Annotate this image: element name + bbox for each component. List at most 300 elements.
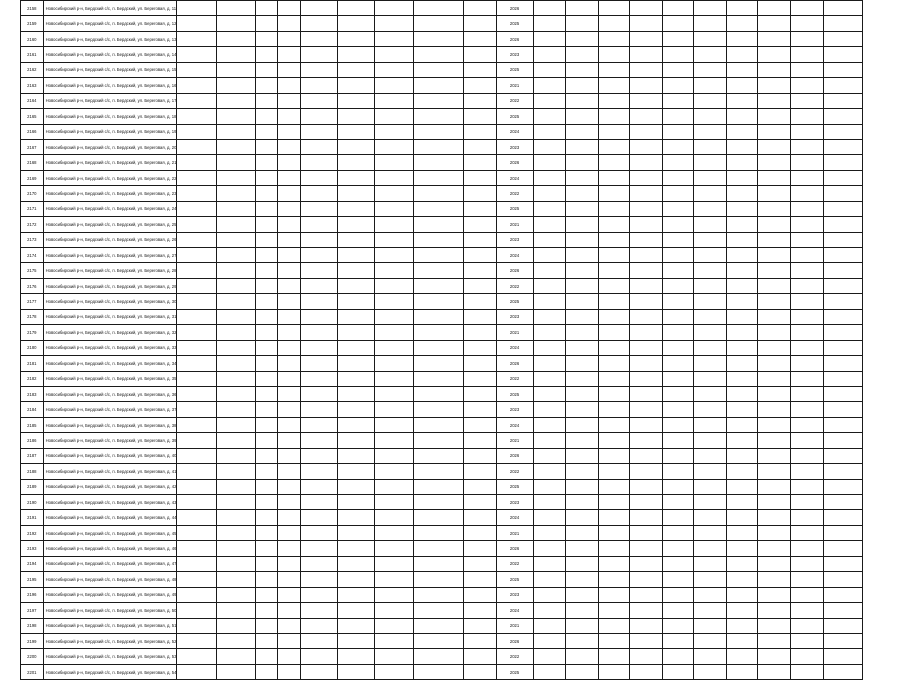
address-cell: Новосибирский р-н, Бердский с/с, п. Бердский, ул. Береговая, д. 18 (43, 109, 177, 124)
year-built-cell (177, 309, 216, 324)
total-area-cell (300, 232, 337, 247)
cost-cell (414, 217, 463, 232)
debt-cell (463, 139, 496, 154)
year-cell (533, 263, 566, 278)
year-cell (663, 556, 694, 571)
year-cell (533, 556, 566, 571)
entrances-cell (278, 479, 301, 494)
residents-cell (375, 386, 414, 401)
year-cell (823, 340, 862, 355)
wall-material-cell (216, 464, 255, 479)
cost-cell (414, 201, 463, 216)
entrances-cell (278, 124, 301, 139)
living-area-cell (338, 618, 375, 633)
total-area-cell (300, 417, 337, 432)
floors-cell (255, 170, 278, 185)
residents-cell (375, 47, 414, 62)
table-row (21, 16, 863, 31)
year-cell (694, 170, 727, 185)
residents-cell (375, 510, 414, 525)
year-cell (790, 572, 823, 587)
year-cell (790, 464, 823, 479)
year-cell (630, 572, 663, 587)
year-cell (533, 109, 566, 124)
table-row (21, 479, 863, 494)
debt-cell (463, 386, 496, 401)
entrances-cell (278, 263, 301, 278)
plan-year-cell: 2022 (496, 649, 533, 664)
year-cell (757, 325, 790, 340)
entrances-cell (278, 248, 301, 263)
debt-cell (463, 525, 496, 540)
year-cell (757, 124, 790, 139)
year-cell (599, 340, 630, 355)
year-cell (790, 633, 823, 648)
total-area-cell (300, 109, 337, 124)
floors-cell (255, 309, 278, 324)
wall-material-cell (216, 603, 255, 618)
row-number: 2188 (21, 464, 44, 479)
year-cell (599, 124, 630, 139)
year-cell (566, 278, 599, 293)
year-cell (823, 479, 862, 494)
wall-material-cell (216, 31, 255, 46)
year-cell (694, 618, 727, 633)
entrances-cell (278, 16, 301, 31)
floors-cell (255, 248, 278, 263)
entrances-cell (278, 78, 301, 93)
year-built-cell (177, 587, 216, 602)
entrances-cell (278, 93, 301, 108)
year-cell (566, 124, 599, 139)
total-area-cell (300, 356, 337, 371)
year-cell (823, 186, 862, 201)
plan-year-cell: 2022 (496, 464, 533, 479)
year-cell (757, 664, 790, 679)
year-cell (694, 278, 727, 293)
year-cell (727, 1, 758, 16)
debt-cell (463, 649, 496, 664)
year-cell (727, 633, 758, 648)
living-area-cell (338, 525, 375, 540)
year-cell (727, 479, 758, 494)
debt-cell (463, 278, 496, 293)
total-area-cell (300, 572, 337, 587)
total-area-cell (300, 78, 337, 93)
wall-material-cell (216, 664, 255, 679)
year-cell (757, 309, 790, 324)
year-cell (823, 371, 862, 386)
year-cell (694, 109, 727, 124)
floors-cell (255, 47, 278, 62)
wall-material-cell (216, 78, 255, 93)
address-cell: Новосибирский р-н, Бердский с/с, п. Бердский, ул. Береговая, д. 16 (43, 78, 177, 93)
year-cell (533, 186, 566, 201)
year-cell (566, 232, 599, 247)
address-cell: Новосибирский р-н, Бердский с/с, п. Бердский, ул. Береговая, д. 23 (43, 186, 177, 201)
year-cell (533, 1, 566, 16)
year-cell (823, 139, 862, 154)
year-cell (533, 93, 566, 108)
year-cell (694, 356, 727, 371)
year-cell (790, 603, 823, 618)
debt-cell (463, 603, 496, 618)
year-cell (533, 649, 566, 664)
year-cell (566, 47, 599, 62)
year-cell (533, 448, 566, 463)
year-cell (694, 371, 727, 386)
year-built-cell (177, 603, 216, 618)
row-number: 2197 (21, 603, 44, 618)
debt-cell (463, 325, 496, 340)
year-cell (727, 16, 758, 31)
year-cell (694, 541, 727, 556)
cost-cell (414, 633, 463, 648)
year-cell (663, 309, 694, 324)
year-cell (757, 603, 790, 618)
year-cell (630, 603, 663, 618)
living-area-cell (338, 139, 375, 154)
year-cell (727, 556, 758, 571)
year-cell (790, 340, 823, 355)
year-cell (694, 402, 727, 417)
address-cell: Новосибирский р-н, Бердский с/с, п. Бердский, ул. Береговая, д. 34 (43, 356, 177, 371)
total-area-cell (300, 16, 337, 31)
year-cell (757, 31, 790, 46)
year-cell (727, 263, 758, 278)
total-area-cell (300, 433, 337, 448)
year-cell (533, 294, 566, 309)
year-cell (757, 186, 790, 201)
year-cell (630, 155, 663, 170)
floors-cell (255, 62, 278, 77)
wall-material-cell (216, 201, 255, 216)
year-cell (694, 47, 727, 62)
total-area-cell (300, 124, 337, 139)
entrances-cell (278, 340, 301, 355)
wall-material-cell (216, 479, 255, 494)
year-cell (727, 201, 758, 216)
plan-year-cell: 2022 (496, 371, 533, 386)
year-cell (757, 495, 790, 510)
year-cell (566, 62, 599, 77)
residents-cell (375, 402, 414, 417)
year-cell (727, 618, 758, 633)
year-cell (599, 479, 630, 494)
cost-cell (414, 371, 463, 386)
wall-material-cell (216, 186, 255, 201)
residents-cell (375, 124, 414, 139)
year-built-cell (177, 572, 216, 587)
residents-cell (375, 587, 414, 602)
year-cell (630, 232, 663, 247)
living-area-cell (338, 232, 375, 247)
year-cell (727, 78, 758, 93)
entrances-cell (278, 556, 301, 571)
year-cell (566, 93, 599, 108)
table-row (21, 464, 863, 479)
year-cell (533, 278, 566, 293)
cost-cell (414, 464, 463, 479)
table-row (21, 356, 863, 371)
floors-cell (255, 356, 278, 371)
table-row (21, 572, 863, 587)
year-cell (663, 664, 694, 679)
table-row (21, 495, 863, 510)
floors-cell (255, 1, 278, 16)
year-built-cell (177, 62, 216, 77)
wall-material-cell (216, 232, 255, 247)
residents-cell (375, 31, 414, 46)
year-cell (694, 649, 727, 664)
residents-cell (375, 232, 414, 247)
debt-cell (463, 124, 496, 139)
address-cell: Новосибирский р-н, Бердский с/с, п. Бердский, ул. Береговая, д. 30 (43, 294, 177, 309)
year-cell (566, 31, 599, 46)
year-cell (630, 356, 663, 371)
address-cell: Новосибирский р-н, Бердский с/с, п. Бердский, ул. Береговая, д. 45 (43, 525, 177, 540)
plan-year-cell: 2022 (496, 186, 533, 201)
entrances-cell (278, 62, 301, 77)
plan-year-cell: 2025 (496, 664, 533, 679)
residents-cell (375, 340, 414, 355)
address-cell: Новосибирский р-н, Бердский с/с, п. Бердский, ул. Береговая, д. 32 (43, 325, 177, 340)
year-cell (599, 556, 630, 571)
total-area-cell (300, 618, 337, 633)
address-cell: Новосибирский р-н, Бердский с/с, п. Бердский, ул. Береговая, д. 15 (43, 62, 177, 77)
year-cell (790, 47, 823, 62)
year-cell (757, 248, 790, 263)
wall-material-cell (216, 93, 255, 108)
residents-cell (375, 541, 414, 556)
plan-year-cell: 2025 (496, 109, 533, 124)
address-cell: Новосибирский р-н, Бердский с/с, п. Бердский, ул. Береговая, д. 49 (43, 587, 177, 602)
year-cell (727, 278, 758, 293)
year-cell (599, 170, 630, 185)
entrances-cell (278, 618, 301, 633)
year-cell (533, 541, 566, 556)
table-row (21, 248, 863, 263)
entrances-cell (278, 309, 301, 324)
year-cell (757, 232, 790, 247)
year-cell (757, 16, 790, 31)
year-cell (566, 433, 599, 448)
year-cell (599, 371, 630, 386)
year-cell (663, 248, 694, 263)
entrances-cell (278, 217, 301, 232)
address-cell: Новосибирский р-н, Бердский с/с, п. Бердский, ул. Береговая, д. 20 (43, 139, 177, 154)
year-cell (694, 572, 727, 587)
year-cell (599, 356, 630, 371)
year-cell (790, 201, 823, 216)
plan-year-cell: 2023 (496, 495, 533, 510)
entrances-cell (278, 417, 301, 432)
year-cell (566, 603, 599, 618)
plan-year-cell: 2026 (496, 1, 533, 16)
year-built-cell (177, 479, 216, 494)
row-number: 2174 (21, 248, 44, 263)
year-cell (790, 448, 823, 463)
living-area-cell (338, 510, 375, 525)
plan-year-cell: 2021 (496, 525, 533, 540)
floors-cell (255, 16, 278, 31)
debt-cell (463, 170, 496, 185)
entrances-cell (278, 633, 301, 648)
residents-cell (375, 371, 414, 386)
total-area-cell (300, 186, 337, 201)
address-cell: Новосибирский р-н, Бердский с/с, п. Бердский, ул. Береговая, д. 25 (43, 217, 177, 232)
address-cell: Новосибирский р-н, Бердский с/с, п. Бердский, ул. Береговая, д. 37 (43, 402, 177, 417)
cost-cell (414, 417, 463, 432)
cost-cell (414, 386, 463, 401)
year-cell (663, 217, 694, 232)
year-cell (823, 325, 862, 340)
plan-year-cell: 2022 (496, 556, 533, 571)
year-cell (630, 649, 663, 664)
table-row (21, 201, 863, 216)
year-built-cell (177, 109, 216, 124)
year-cell (630, 325, 663, 340)
total-area-cell (300, 633, 337, 648)
year-cell (566, 340, 599, 355)
year-cell (630, 510, 663, 525)
debt-cell (463, 263, 496, 278)
year-cell (727, 124, 758, 139)
living-area-cell (338, 402, 375, 417)
year-cell (823, 541, 862, 556)
address-cell: Новосибирский р-н, Бердский с/с, п. Бердский, ул. Береговая, д. 50 (43, 603, 177, 618)
year-built-cell (177, 525, 216, 540)
floors-cell (255, 587, 278, 602)
table-row (21, 402, 863, 417)
year-cell (694, 263, 727, 278)
year-cell (533, 47, 566, 62)
year-cell (566, 325, 599, 340)
year-cell (533, 217, 566, 232)
year-cell (599, 31, 630, 46)
wall-material-cell (216, 1, 255, 16)
residents-cell (375, 325, 414, 340)
year-cell (790, 587, 823, 602)
year-cell (694, 433, 727, 448)
year-cell (663, 603, 694, 618)
total-area-cell (300, 340, 337, 355)
table-row (21, 294, 863, 309)
year-cell (727, 294, 758, 309)
plan-year-cell: 2024 (496, 340, 533, 355)
year-cell (727, 47, 758, 62)
year-cell (823, 109, 862, 124)
living-area-cell (338, 263, 375, 278)
cost-cell (414, 1, 463, 16)
year-cell (757, 78, 790, 93)
cost-cell (414, 495, 463, 510)
floors-cell (255, 31, 278, 46)
total-area-cell (300, 479, 337, 494)
table-row (21, 541, 863, 556)
year-cell (599, 510, 630, 525)
residents-cell (375, 479, 414, 494)
year-cell (630, 62, 663, 77)
table-row (21, 47, 863, 62)
entrances-cell (278, 664, 301, 679)
year-cell (727, 325, 758, 340)
year-cell (599, 47, 630, 62)
row-number: 2170 (21, 186, 44, 201)
year-built-cell (177, 139, 216, 154)
year-cell (630, 541, 663, 556)
year-cell (663, 479, 694, 494)
year-built-cell (177, 248, 216, 263)
year-cell (533, 325, 566, 340)
year-cell (599, 417, 630, 432)
cost-cell (414, 170, 463, 185)
plan-year-cell: 2026 (496, 448, 533, 463)
wall-material-cell (216, 633, 255, 648)
year-cell (727, 340, 758, 355)
year-cell (790, 371, 823, 386)
year-built-cell (177, 618, 216, 633)
year-cell (790, 556, 823, 571)
year-cell (757, 170, 790, 185)
year-cell (790, 325, 823, 340)
year-cell (694, 664, 727, 679)
year-built-cell (177, 510, 216, 525)
year-cell (566, 294, 599, 309)
year-cell (757, 541, 790, 556)
year-built-cell (177, 16, 216, 31)
year-cell (823, 124, 862, 139)
year-cell (630, 464, 663, 479)
residents-cell (375, 217, 414, 232)
year-cell (694, 417, 727, 432)
total-area-cell (300, 294, 337, 309)
plan-year-cell: 2023 (496, 139, 533, 154)
year-cell (599, 232, 630, 247)
total-area-cell (300, 525, 337, 540)
year-cell (727, 371, 758, 386)
year-cell (757, 201, 790, 216)
year-cell (757, 417, 790, 432)
debt-cell (463, 633, 496, 648)
table-row (21, 232, 863, 247)
table-row (21, 525, 863, 540)
address-cell: Новосибирский р-н, Бердский с/с, п. Бердский, ул. Береговая, д. 24 (43, 201, 177, 216)
floors-cell (255, 201, 278, 216)
year-cell (630, 417, 663, 432)
year-cell (823, 603, 862, 618)
year-built-cell (177, 433, 216, 448)
year-cell (533, 402, 566, 417)
year-cell (566, 572, 599, 587)
residents-cell (375, 78, 414, 93)
year-cell (630, 16, 663, 31)
cost-cell (414, 325, 463, 340)
year-cell (566, 170, 599, 185)
entrances-cell (278, 155, 301, 170)
floors-cell (255, 78, 278, 93)
residents-cell (375, 495, 414, 510)
row-number: 2176 (21, 278, 44, 293)
year-cell (630, 31, 663, 46)
year-cell (599, 109, 630, 124)
table-row (21, 340, 863, 355)
year-cell (599, 633, 630, 648)
debt-cell (463, 294, 496, 309)
year-cell (599, 201, 630, 216)
year-cell (663, 356, 694, 371)
living-area-cell (338, 386, 375, 401)
